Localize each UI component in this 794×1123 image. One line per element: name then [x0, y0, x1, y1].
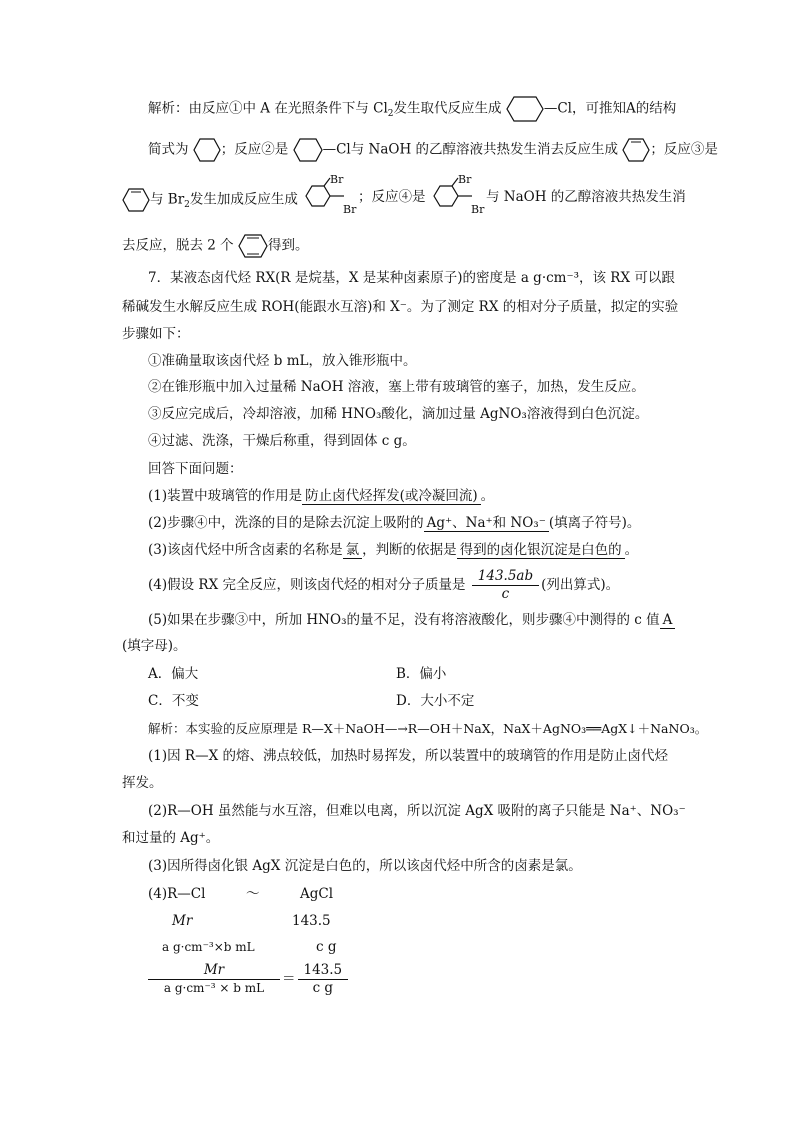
analysis7-part1-line2: 挥发。: [122, 775, 163, 791]
equals-sign: ＝: [282, 971, 296, 987]
text: —Cl与 NaOH 的乙醇溶液共热发生消去反应生成: [322, 141, 619, 158]
analysis7-part2-line1: (2)R—OH 虽然能与水互溶，但难以电离，所以沉淀 AgX 吸附的离子只能是 Na⁺、NO₃⁻: [148, 803, 686, 819]
calc-proportion: [146, 962, 350, 997]
analysis6-line2: [148, 138, 718, 162]
cyclohexene-ring-icon: [622, 138, 650, 162]
br-label: Br: [458, 173, 472, 186]
text: 得到。: [267, 237, 309, 254]
text: (3)该卤代烃中所含卤素的名称是: [148, 542, 343, 558]
fraction-denominator: a g·cm⁻³ × b mL: [163, 981, 265, 995]
q7-part2: [148, 514, 640, 532]
br-label: Br: [343, 203, 357, 216]
q7-ask: 回答下面问题：: [148, 461, 243, 477]
analysis7-part2-line2: 和过量的 Ag⁺。: [122, 830, 220, 846]
q7-part5-line2: (填字母)。: [122, 638, 187, 654]
analysis6-line3-c: 与 NaOH 的乙醇溶液共热发生消: [486, 189, 686, 205]
option-d: D．大小不定: [396, 693, 475, 709]
text: 简式为: [148, 141, 189, 158]
answer-blank: 氯: [343, 542, 363, 559]
q7-step1: ①准确量取该卤代烃 b mL，放入锥形瓶中。: [148, 353, 417, 369]
option-c: C．不变: [148, 693, 199, 709]
subscript: 2: [184, 200, 190, 211]
q7-part4: [148, 568, 619, 603]
q7-stem-line1: 7．某液态卤代烃 RX(R 是烷基，X 是某种卤素原子)的密度是 a g·cm⁻³，该 RX 可以跟: [148, 270, 675, 286]
analysis7-principle: 解析：本实验的反应原理是 R—X＋NaOH—→R—OH＋NaX，NaX＋AgNO₃══AgX↓＋NaNO₃。: [148, 721, 708, 736]
fraction-denominator: c g: [312, 980, 334, 996]
calc-right-quantity: c g: [316, 939, 337, 955]
q7-part5-line1: [148, 611, 675, 629]
calc-r-cl: (4)R—Cl: [148, 886, 206, 902]
calc-agcl: AgCl: [300, 886, 334, 902]
q7-stem-line2: 稀碱发生水解反应生成 ROH(能跟水互溶)和 X⁻。为了测定 RX 的相对分子质量，拟定的实验: [122, 299, 679, 315]
text: —Cl，可推知A的结构: [543, 100, 677, 117]
br-label: Br: [471, 203, 485, 216]
subscript: 2: [387, 109, 394, 120]
q7-step2: ②在锥形瓶中加入过量稀 NaOH 溶液，塞上带有玻璃管的塞子，加热，发生反应。: [148, 379, 645, 395]
text: 。: [624, 542, 639, 558]
text: (4)假设 RX 完全反应，则该卤代烃的相对分子质量是: [148, 577, 466, 593]
cyclohexane-ring-icon: [506, 96, 544, 122]
answer-blank: 得到的卤化银沉淀是白色的: [457, 542, 625, 559]
q7-step4: ④过滤、洗涤，干燥后称重，得到固体 c g。: [148, 433, 416, 449]
calc-143-5: 143.5: [292, 913, 331, 929]
fraction-numerator: Mr: [148, 962, 280, 980]
text: (1)装置中玻璃管的作用是: [148, 488, 303, 504]
text: ；反应③是: [650, 141, 718, 158]
text: (列出算式)。: [541, 577, 620, 593]
calc-mr: Mr: [172, 913, 193, 929]
text: (2)步骤④中，洗涤的目的是除去沉淀上吸附的: [148, 515, 424, 531]
analysis6-line3-b: ；反应④是: [358, 189, 426, 205]
fraction-right: [298, 962, 349, 997]
answer-blank: 防止卤代烃挥发(或冷凝回流): [302, 488, 481, 505]
text: 。: [480, 488, 495, 504]
cyclohexane-ring-icon: [193, 138, 221, 162]
analysis7-part3: (3)因所得卤化银 AgX 沉淀是白色的，所以该卤代烃中所含的卤素是氯。: [148, 858, 582, 874]
answer-blank: Ag⁺、Na⁺和 NO₃⁻: [424, 515, 549, 532]
fraction-numerator: 143.5: [298, 962, 349, 980]
fraction-numerator: 143.5ab: [472, 568, 539, 586]
analysis7-part1-line1: (1)因 R—X 的熔、沸点较低，加热时易挥发，所以装置中的玻璃管的作用是防止卤代烃: [148, 748, 668, 764]
text: 发生取代反应生成: [393, 100, 502, 117]
option-a: A．偏大: [148, 666, 199, 682]
analysis6-line4: [122, 234, 308, 258]
fraction-denominator: c: [501, 586, 510, 602]
option-b: B．偏小: [396, 666, 447, 682]
answer-fraction: [472, 568, 539, 603]
cyclohexene-ring-icon: [122, 188, 150, 212]
analysis6-line1: [148, 96, 676, 123]
analysis6-line3: [122, 188, 298, 214]
cyclohexane-ring-icon: [293, 138, 323, 162]
cyclohexadiene-ring-icon: [238, 234, 268, 258]
q7-part3: [148, 541, 638, 559]
q7-part1: [148, 487, 494, 505]
q7-step3: ③反应完成后，冷却溶液，加稀 HNO₃酸化，滴加过量 AgNO₃溶液得到白色沉淀。: [148, 406, 649, 422]
text: ，判断的依据是: [362, 542, 457, 558]
text: 解析：由反应①中 A 在光照条件下与 Cl: [148, 100, 388, 117]
text: ；反应②是: [220, 141, 289, 158]
answer-blank: A: [660, 612, 676, 629]
br-label: Br: [330, 173, 344, 186]
text: (填离子符号)。: [548, 515, 641, 531]
text: 与 Br: [150, 191, 185, 208]
calc-tilde: ～: [246, 886, 260, 902]
fraction-left: [148, 962, 280, 997]
text: 去反应，脱去 2 个: [122, 237, 234, 254]
text: 发生加成反应生成: [189, 191, 298, 208]
calc-left-quantity: a g·cm⁻³×b mL: [162, 940, 255, 954]
q7-stem-line3: 步骤如下：: [122, 326, 190, 342]
text: (5)如果在步骤③中，所加 HNO₃的量不足，没有将溶液酸化，则步骤④中测得的 c 值: [148, 612, 660, 628]
